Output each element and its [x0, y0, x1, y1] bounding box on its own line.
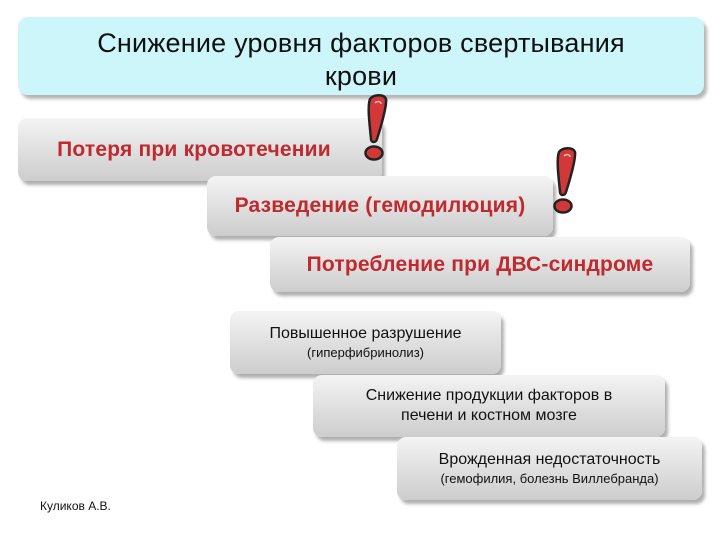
step-increased-destruction-label: Повышенное разрушение [269, 324, 462, 342]
step-congenital-deficiency-sub: (гемофилия, болезнь Виллебранда) [440, 470, 659, 486]
step-blood-loss [18, 118, 382, 181]
step-congenital-deficiency [397, 437, 702, 500]
author-credit: Куликов А.В. [40, 499, 111, 513]
step-increased-destruction [230, 311, 501, 374]
exclamation-mark-icon [542, 146, 584, 218]
step-reduced-production [313, 375, 665, 437]
slide-title-line-2: крови [324, 61, 398, 91]
step-increased-destruction-sub: (гиперфибринолиз) [307, 344, 424, 360]
exclamation-mark-icon [353, 93, 395, 165]
step-reduced-production-label: Снижение продукции факторов в [365, 387, 613, 404]
step-hemodilution [207, 176, 553, 236]
step-consumption-dic [270, 237, 690, 292]
step-blood-loss-label: Потеря при кровотечении [57, 137, 331, 161]
step-consumption-dic-label: Потребление при ДВС-синдроме [306, 252, 654, 276]
step-hemodilution-label: Разведение (гемодилюция) [234, 194, 526, 217]
step-congenital-deficiency-label: Врожденная недостаточность [438, 450, 661, 468]
slide-title-box [18, 17, 704, 95]
slide-title-line-1: Снижение уровня факторов свертывания [97, 28, 625, 58]
step-reduced-production-sub: печени и костном мозге [401, 407, 577, 424]
